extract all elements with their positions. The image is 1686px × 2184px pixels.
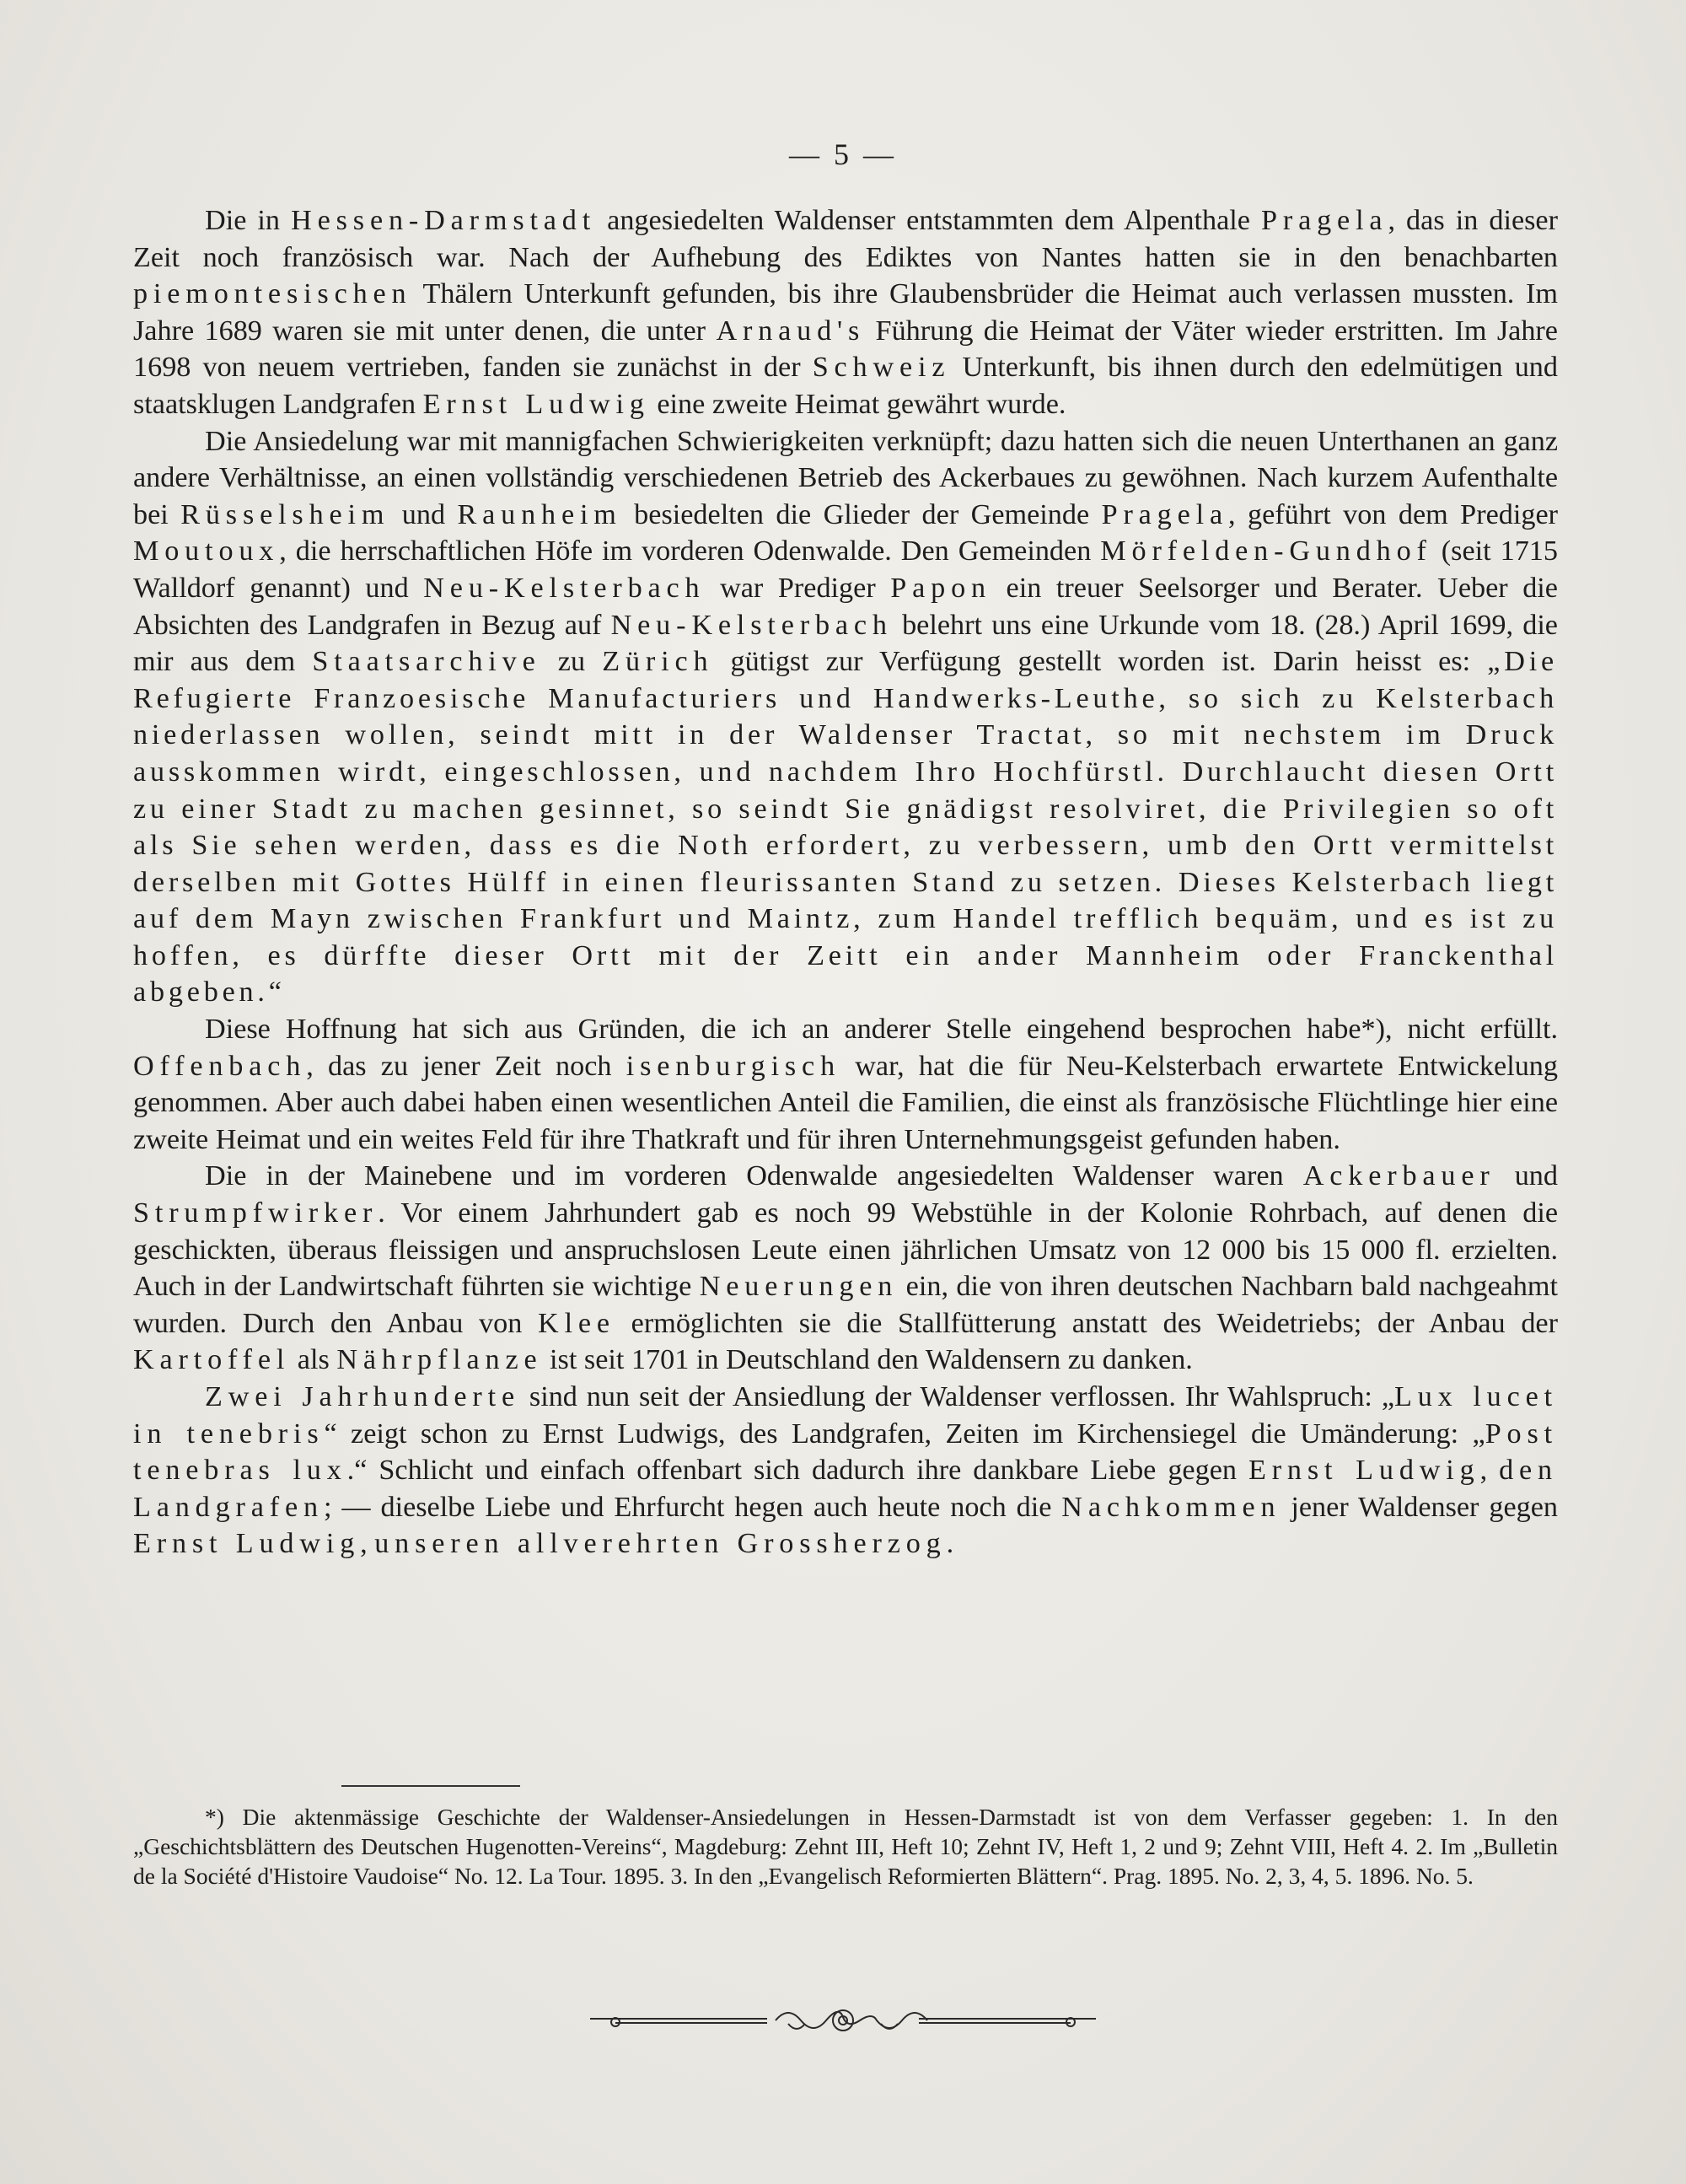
text-run: , die herrschaftlichen Höfe im vorderen Odenwalde. Den Gemeinden — [279, 535, 1101, 568]
text-run: . — [946, 1528, 954, 1560]
spaced-emphasis: Staatsarchive — [312, 646, 541, 678]
paragraph-3 — [133, 1011, 1558, 1158]
paragraph-1 — [133, 202, 1558, 423]
spaced-emphasis: Schweiz — [812, 352, 951, 384]
text-run: eine zweite Heimat gewährt wurde. — [649, 388, 1066, 420]
footnote-separator — [341, 1785, 520, 1787]
text-run: , — [360, 1528, 375, 1560]
text-run: Die Ansiedelung war mit mannigfachen Schwierigkeiten verknüpft; dazu hatten sich die neuen Unterthanen an ganz andere Verhältnisse, an einen vollständig verschiedenen Betrieb des Ackerbaues zu gewöhnen. Nach kurzem Aufenthalte bei — [133, 425, 1558, 530]
spaced-emphasis: Arnaud's — [716, 315, 866, 347]
quoted-text: „Die Refugierte Franzoesische Manufacturiers und Handwerks-Leuthe, so sich zu Kelsterbach niederlassen wollen, seindt mitt in der Waldenser Tractat, so mit nechstem im Druck ausskommen wirdt, eingeschlossen, und nachdem Ihro Hochfürstl. Durchlaucht diesen Ortt zu einer Stadt zu machen gesinnet, so seindt Sie gnädigst resolviret, die Privilegien so oft als Sie sehen werden, dass es die Noth erfordert, zu verbessern, umb den Ortt vermittelst derselben mit Gottes Hülff in einen fleurissanten Stand zu setzen. Dieses Kelsterbach liegt auf dem Mayn zwischen Frankfurt und Maintz, zum Handel trefflich bequäm, und es ist zu hoffen, es dürffte dieser Ortt mit der Zeitt ein ander Mannheim oder Franckenthal abgeben.“ — [133, 646, 1558, 1009]
ornament-divider — [582, 1997, 1104, 2047]
spaced-emphasis: Ernst Ludwig — [1248, 1455, 1480, 1487]
spaced-emphasis: Kartoffel — [133, 1344, 291, 1376]
text-run: und — [389, 498, 458, 530]
paragraph-4 — [133, 1158, 1558, 1379]
text-run: Thälern Unterkunft gefunden, bis ihre Glaubensbrüder die Heimat auch verlassen mussten. Im Jahre 1689 waren sie mit unter denen, die unter — [133, 278, 1558, 347]
spaced-emphasis: Raunheim — [457, 498, 622, 530]
text-run: zu — [540, 646, 603, 678]
spaced-emphasis: Klee — [538, 1307, 615, 1339]
spaced-emphasis: isenburgisch — [626, 1050, 841, 1082]
spaced-emphasis: Mörfelden-Gundhof — [1100, 535, 1432, 568]
text-run: belehrt uns eine Urkunde vom 18. (28.) April 1699, die mir aus dem — [133, 609, 1558, 678]
text-run: , das zu jener Zeit noch — [306, 1050, 626, 1082]
spaced-emphasis: Ernst Ludwig — [422, 388, 650, 420]
text-run: jener Waldenser gegen — [1281, 1491, 1558, 1523]
text-run: , — [1479, 1455, 1500, 1487]
spaced-emphasis: Lux lucet in tenebris — [133, 1381, 1558, 1450]
spaced-emphasis: den Landgrafen — [133, 1455, 1558, 1523]
spaced-emphasis: Hessen-Darmstadt — [291, 205, 597, 236]
text-run: , das in dieser Zeit noch französisch war. Nach der Aufhebung des Ediktes von Nantes hatten sie in den benachbarten — [133, 205, 1558, 273]
text-run: gütigst zur Verfügung gestellt worden ist. Darin heisst es: — [713, 646, 1488, 678]
text-run: war, hat die für Neu-Kelsterbach erwartete Entwickelung genommen. Aber auch dabei haben einen wesentlichen Anteil die Familien, die einst als französische Flüchtlinge hier eine zweite Heimat und ein weites Feld für ihre Thatkraft und für ihren Unternehmungsgeist gefunden haben. — [133, 1050, 1558, 1155]
text-run: “ zeigt schon zu Ernst Ludwigs, des Landgrafen, Zeiten im Kirchensiegel die Umänderung: „ — [324, 1417, 1485, 1450]
spaced-emphasis: Strumpfwirker — [133, 1197, 379, 1229]
text-run: ; — dieselbe Liebe und Ehrfurcht hegen auch heute noch die — [323, 1491, 1062, 1523]
spaced-emphasis: Post tenebras lux — [133, 1417, 1558, 1487]
footnote — [133, 1802, 1558, 1891]
text-run: angesiedelten Waldenser entstammten dem Alpenthale — [596, 205, 1262, 236]
text-run: Die in der Mainebene und im vorderen Odenwalde angesiedelten Waldenser waren — [205, 1160, 1303, 1192]
text-run: ist seit 1701 in Deutschland den Waldensern zu danken. — [542, 1344, 1193, 1376]
paragraph-5 — [133, 1379, 1558, 1563]
text-run: Unterkunft, bis ihnen durch den edelmütigen und staatsklugen Landgrafen — [133, 352, 1558, 420]
footnote-text: *) Die aktenmässige Geschichte der Waldenser-Ansiedelungen in Hessen-Darmstadt ist von dem Verfasser gegeben: 1. In den „Geschichtsblättern des Deutschen Hugenotten-Vereins“, Magdeburg: Zehnt III, Heft 10; Zehnt IV, Heft 1, 2 und 9; Zehnt VIII, Heft 4. 2. Im „Bulletin de la Société d'Histoire Vaudoise“ No. 12. La Tour. 1895. 3. In den „Evangelisch Reformierten Blättern“. Prag. 1895. No. 2, 3, 4, 5. 1896. No. 5. — [133, 1804, 1558, 1889]
spaced-emphasis: Neuerungen — [699, 1271, 899, 1303]
spaced-emphasis: Pragela — [1261, 205, 1388, 236]
text-run: ermöglichten sie die Stallfütterung anstatt des Weidetriebs; der Anbau der — [615, 1307, 1558, 1339]
text-run: besiedelten die Glieder der Gemeinde — [621, 498, 1102, 530]
spaced-emphasis: Neu-Kelsterbach — [610, 609, 893, 641]
text-run: (seit 1715 Walldorf genannt) und — [133, 535, 1558, 604]
text-run: . Vor einem Jahrhundert gab es noch 99 Webstühle in der Kolonie Rohrbach, auf denen die geschickten, überaus fleissigen und anspruchslosen Leute einen jährlichen Umsatz von 12 000 bis 15 000 fl. erzielten. Auch in der Landwirtschaft führten sie wichtige — [133, 1197, 1558, 1303]
body-text — [133, 202, 1558, 1563]
text-run: sind nun seit der Ansiedlung der Waldenser verflossen. Ihr Wahlspruch: „ — [520, 1381, 1394, 1412]
spaced-emphasis: Moutoux — [133, 535, 280, 568]
spaced-emphasis: Papon — [890, 572, 991, 604]
spaced-emphasis: Nährpflanze — [336, 1344, 543, 1376]
spaced-emphasis: Rüsselsheim — [180, 498, 390, 530]
paragraph-2 — [133, 423, 1558, 1012]
text-run: Die in — [205, 205, 292, 236]
spaced-emphasis: Ernst Ludwig — [133, 1528, 361, 1560]
spaced-emphasis: Ackerbauer — [1302, 1160, 1495, 1192]
page-number: — 5 — — [789, 137, 897, 171]
text-run: ein treuer Seelsorger und Berater. Ueber die Absichten des Landgrafen in Bezug auf — [133, 572, 1558, 641]
spaced-emphasis: unseren allverehrten Grossherzog — [374, 1528, 947, 1560]
spaced-emphasis: piemontesischen — [133, 278, 412, 310]
spaced-emphasis: Pragela — [1101, 498, 1228, 530]
spaced-emphasis: Neu-Kelsterbach — [423, 572, 706, 604]
spaced-emphasis: Zürich — [602, 646, 714, 678]
text-run: und — [1495, 1160, 1558, 1192]
spaced-emphasis: Nachkommen — [1061, 1491, 1281, 1523]
text-run: , geführt von dem Prediger — [1228, 498, 1558, 530]
text-run: Führung die Heimat der Väter wieder erstritten. Im Jahre 1698 von neuem vertrieben, fanden sie zunächst in der — [133, 315, 1558, 384]
text-run: war Prediger — [705, 572, 891, 604]
text-run: als — [290, 1344, 337, 1376]
text-run: Diese Hoffnung hat sich aus Gründen, die ich an anderer Stelle eingehend besprochen habe*), nicht erfüllt. — [205, 1014, 1558, 1046]
spaced-emphasis: Zwei Jahrhunderte — [205, 1381, 520, 1412]
spaced-emphasis: Offenbach — [133, 1050, 307, 1082]
text-run: ein, die von ihren deutschen Nachbarn bald nachgeahmt wurden. Durch den Anbau von — [133, 1271, 1558, 1339]
text-run: .“ Schlicht und einfach offenbart sich dadurch ihre dankbare Liebe gegen — [346, 1455, 1248, 1487]
